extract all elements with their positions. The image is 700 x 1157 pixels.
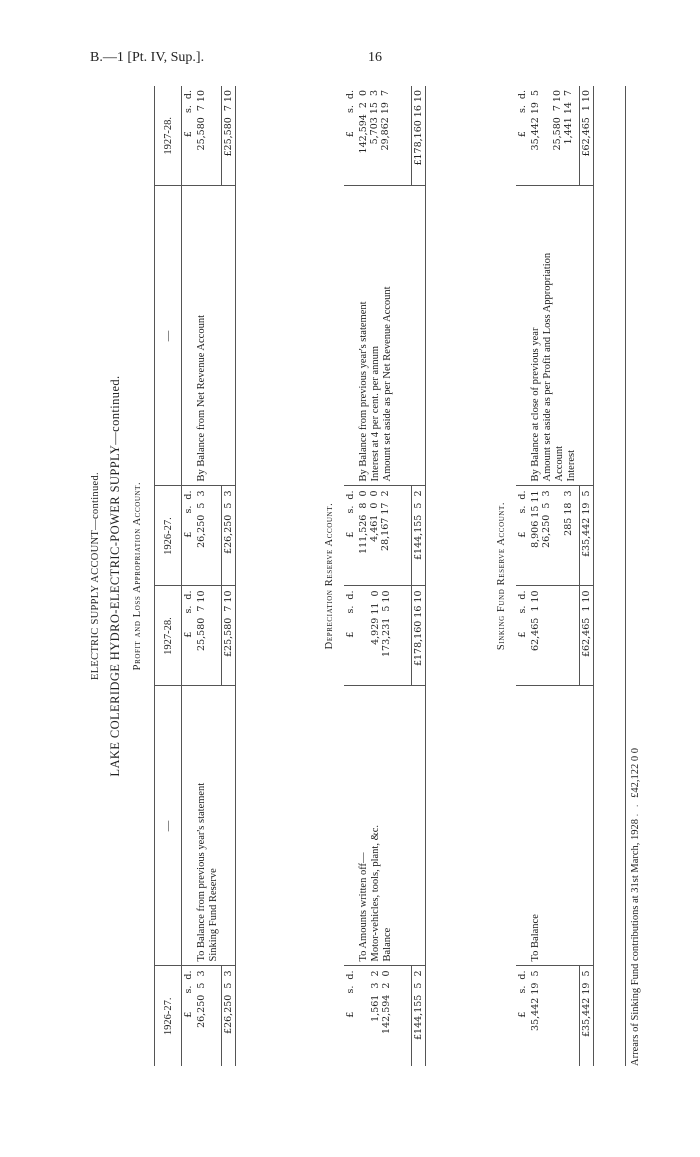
- pl-left-description: To Balance from previous year's statement Sinking Fund Reserve: [195, 686, 221, 966]
- pl-right-year-header: 1926-27.: [155, 486, 182, 586]
- account-title: ELECTRIC SUPPLY ACCOUNT—continued.: [90, 472, 101, 680]
- sf-currency-label: £ s. d.: [517, 970, 528, 1018]
- pl-left-dash: —: [155, 686, 182, 966]
- rotated-accounts-block: [88, 86, 648, 1066]
- pl-right-dash: —: [155, 186, 182, 486]
- sinking-fund-table: [516, 86, 594, 1066]
- dep-currency-label: £ s. d.: [344, 86, 357, 186]
- pl-currency-label: £ s. d.: [182, 486, 196, 586]
- pl-currency-label: £ s. d.: [182, 86, 196, 186]
- dep-right-description: By Balance from previous year's statement Interest at 4 per cent. per annum Amount set aside as per Net Revenue Account: [357, 186, 395, 486]
- depreciation-table: [344, 86, 426, 1066]
- arrears-footnote: Arrears of Sinking Fund contributions at 31st March, 1928 . . £42,122 0 0: [625, 86, 641, 1066]
- supply-title: LAKE COLERIDGE HYDRO-ELECTRIC-POWER SUPPLY—continued.: [108, 375, 122, 777]
- dep-right-1927-total: £178,160 16 10: [411, 86, 425, 186]
- pl-right-1926-total: £26,250 5 3: [221, 486, 235, 586]
- document-reference: B.—1 [Pt. IV, Sup.].: [90, 50, 205, 65]
- arrears-value: £42,122 0 0: [630, 747, 641, 798]
- dep-left-description: To Amounts written off— Motor-vehicles, tools, plant, &c. Balance: [357, 686, 395, 966]
- sf-left-1926-amount: 35,442 19 5: [530, 970, 541, 1031]
- pl-right-1927-amount: 25,580 7 10: [195, 86, 221, 186]
- arrears-label: Arrears of Sinking Fund contributions at 31st March, 1928: [630, 818, 641, 1066]
- sf-right-description: By Balance at close of previous year Amount set aside as per Profit and Loss Appropriation Account Interest: [529, 186, 579, 486]
- pl-left-year-header: 1926-27.: [155, 966, 182, 1066]
- sf-right-1927-amounts: 35,442 19 5 25,580 7 10 1,441 14 7: [529, 86, 579, 186]
- dep-right-1926-amounts: 111,526 8 0 4,461 0 0 28,167 17 2: [357, 486, 395, 586]
- pl-right-description: By Balance from Net Revenue Account: [195, 186, 221, 486]
- sf-left-1927-amount: 62,465 1 10: [529, 586, 579, 686]
- dep-currency-label: £ s. d.: [344, 586, 357, 686]
- sinking-fund-title: Sinking Fund Reserve Account.: [496, 501, 507, 651]
- pl-currency-label: £ s. d.: [183, 970, 194, 1018]
- pl-left-1927-amount: 25,580 7 10: [195, 586, 221, 686]
- pl-right-year2-header: 1927-28.: [155, 86, 182, 186]
- sf-right-1926-amounts: 8,906 15 11 26,250 5 3 285 18 3: [529, 486, 579, 586]
- sf-right-1926-total: £35,442 19 5: [579, 486, 593, 586]
- dep-right-1927-amounts: 142,594 2 0 5,703 15 3 29,862 19 7: [357, 86, 395, 186]
- profit-loss-title: Profit and Loss Appropriation Account.: [132, 481, 143, 671]
- pl-left-1926-amount: 26,250 5 3: [196, 970, 207, 1028]
- sf-left-1926-total: £35,442 19 5: [579, 966, 593, 1066]
- dep-left-1926-amounts: 1,561 3 2 142,594 2 0: [370, 970, 392, 1034]
- sf-right-1927-total: £62,465 1 10: [579, 86, 593, 186]
- sf-currency-label: £ s. d.: [516, 586, 529, 686]
- sf-currency-label: £ s. d.: [516, 486, 529, 586]
- pl-left-year2-header: 1927-28.: [155, 586, 182, 686]
- dep-right-1926-total: £144,155 5 2: [411, 486, 425, 586]
- pl-right-1927-total: £25,580 7 10: [221, 86, 235, 186]
- sf-left-description: To Balance: [529, 686, 579, 966]
- sf-currency-label: £ s. d.: [516, 86, 529, 186]
- dep-left-1926-total: £144,155 5 2: [411, 966, 425, 1066]
- pl-right-1926-amount: 26,250 5 3: [195, 486, 221, 586]
- pl-left-1926-total: £26,250 5 3: [221, 966, 235, 1066]
- pl-currency-label: £ s. d.: [182, 586, 196, 686]
- pl-left-1927-total: £25,580 7 10: [221, 586, 235, 686]
- dep-currency-label: £ s. d.: [344, 486, 357, 586]
- page-number: 16: [368, 50, 382, 65]
- dep-currency-label: £ s. d.: [345, 970, 356, 1018]
- dep-left-1927-total: £178,160 16 10: [411, 586, 425, 686]
- profit-loss-table: [154, 86, 236, 1066]
- sf-left-1927-total: £62,465 1 10: [579, 586, 593, 686]
- dep-left-1927-amounts: 4,929 11 0 173,231 5 10: [357, 586, 395, 686]
- depreciation-title: Depreciation Reserve Account.: [324, 502, 335, 650]
